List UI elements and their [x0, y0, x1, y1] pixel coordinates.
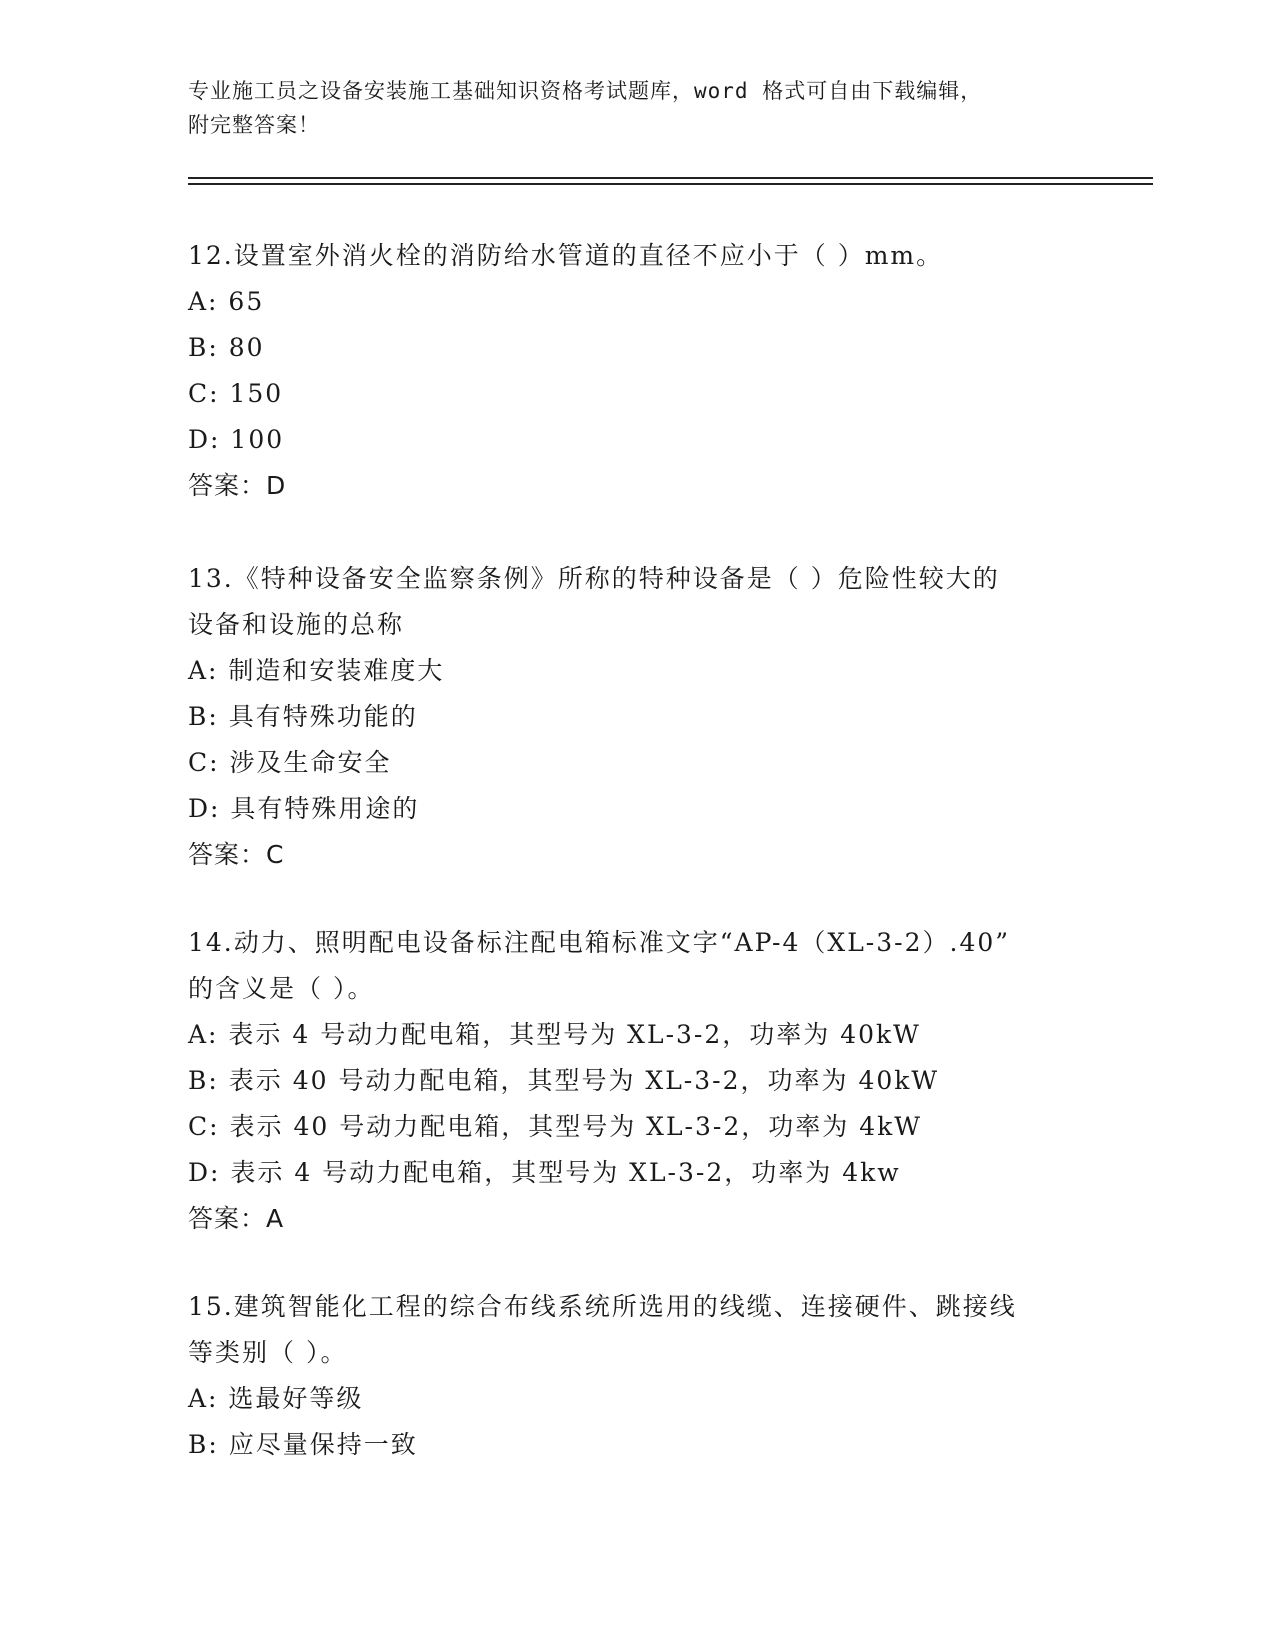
option-c: C: 表示 40 号动力配电箱，其型号为 XL-3-2，功率为 4kW — [188, 1112, 922, 1141]
question-13 — [188, 556, 1088, 878]
option-d: D: 100 — [188, 425, 285, 454]
option-c: C: 150 — [188, 379, 284, 408]
question-stem-continued: 等类别（ ）。 — [188, 1338, 348, 1367]
answer-label: 答案：A — [188, 1204, 285, 1233]
option-d: D: 表示 4 号动力配电箱，其型号为 XL-3-2，功率为 4kw — [188, 1158, 901, 1187]
question-12 — [188, 233, 1088, 509]
option-a: A: 制造和安装难度大 — [188, 656, 445, 685]
question-stem: 15.建筑智能化工程的综合布线系统所选用的线缆、连接硬件、跳接线 — [188, 1292, 1017, 1321]
header-line-1: 专业施工员之设备安装施工基础知识资格考试题库，word 格式可自由下载编辑， — [188, 79, 983, 103]
question-stem-continued: 的含义是（ ）。 — [188, 974, 375, 1003]
option-c: C: 涉及生命安全 — [188, 748, 392, 777]
option-b: B: 应尽量保持一致 — [188, 1430, 418, 1459]
question-stem: 14.动力、照明配电设备标注配电箱标准文字“AP-4（XL-3-2）.40” — [188, 928, 1011, 957]
option-b: B: 80 — [188, 333, 265, 362]
question-stem-continued: 设备和设施的总称 — [188, 610, 405, 639]
option-a: A: 选最好等级 — [188, 1384, 364, 1413]
option-d: D: 具有特殊用途的 — [188, 794, 420, 823]
option-b: B: 表示 40 号动力配电箱，其型号为 XL-3-2，功率为 40kW — [188, 1066, 940, 1095]
answer-label: 答案：D — [188, 471, 287, 500]
header-line-2: 附完整答案！ — [188, 113, 320, 137]
option-a: A: 65 — [188, 287, 265, 316]
question-15 — [188, 1284, 1088, 1468]
question-14 — [188, 920, 1088, 1242]
answer-label: 答案：C — [188, 840, 285, 869]
document-header — [188, 74, 1088, 142]
header-divider-top — [188, 177, 1153, 179]
question-stem: 12.设置室外消火栓的消防给水管道的直径不应小于（ ）mm。 — [188, 241, 944, 270]
option-b: B: 具有特殊功能的 — [188, 702, 418, 731]
header-divider-bottom — [188, 183, 1153, 185]
question-stem: 13.《特种设备安全监察条例》所称的特种设备是（ ）危险性较大的 — [188, 564, 1000, 593]
option-a: A: 表示 4 号动力配电箱，其型号为 XL-3-2，功率为 40kW — [188, 1020, 921, 1049]
